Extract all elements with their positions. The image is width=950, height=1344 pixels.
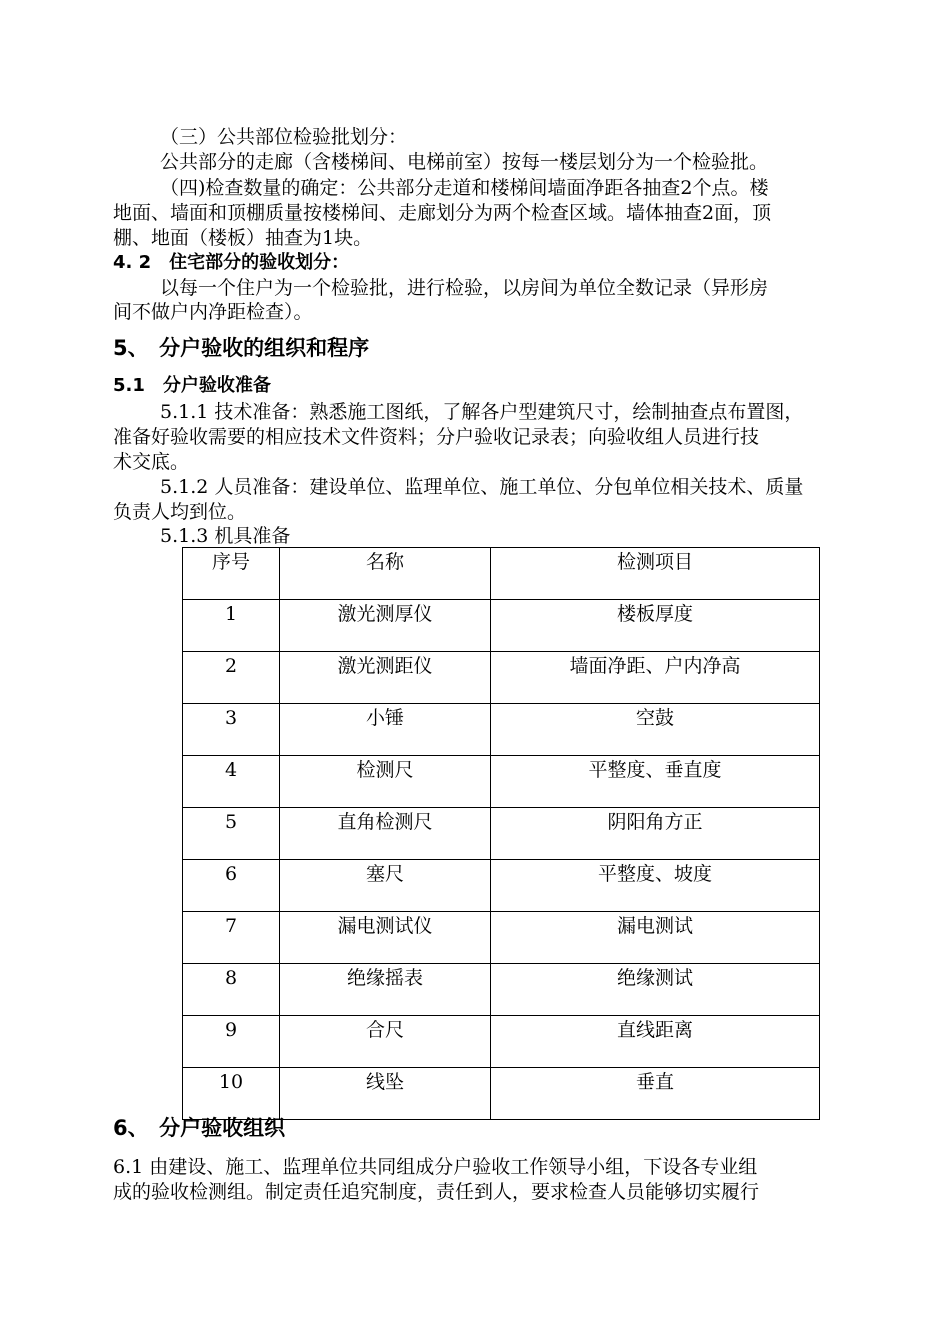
table-row <box>183 600 820 652</box>
table-cell: 2 <box>183 652 280 704</box>
table-cell: 激光测厚仪 <box>280 600 491 652</box>
paragraph: （四)检查数量的确定：公共部分走道和楼梯间墙面净距各抽查2个点。楼 <box>160 177 769 199</box>
table-cell: 检测尺 <box>280 756 491 808</box>
table-cell: 直线距离 <box>491 1016 820 1068</box>
table-row <box>183 1068 820 1120</box>
paragraph: 以每一个住户为一个检验批，进行检验，以房间为单位全数记录（异形房 <box>160 277 769 299</box>
table-cell: 绝缘测试 <box>491 964 820 1016</box>
table-cell: 小锤 <box>280 704 491 756</box>
paragraph: 5.1.1 技术准备：熟悉施工图纸，了解各户型建筑尺寸，绘制抽查点布置图， <box>160 401 804 423</box>
table-row <box>183 964 820 1016</box>
paragraph: 5.1.3 机具准备 <box>160 525 291 547</box>
table-cell: 绝缘摇表 <box>280 964 491 1016</box>
paragraph: 地面、墙面和顶棚质量按楼梯间、走廊划分为两个检查区域。墙体抽查2面，顶 <box>113 202 772 224</box>
table-cell: 直角检测尺 <box>280 808 491 860</box>
table-cell: 平整度、垂直度 <box>491 756 820 808</box>
table-cell: 激光测距仪 <box>280 652 491 704</box>
table-cell: 9 <box>183 1016 280 1068</box>
table-cell: 线坠 <box>280 1068 491 1120</box>
table-row <box>183 1016 820 1068</box>
table-cell: 3 <box>183 704 280 756</box>
paragraph: 负责人均到位。 <box>113 501 247 523</box>
table-cell: 阴阳角方正 <box>491 808 820 860</box>
table-row <box>183 860 820 912</box>
heading-4-2: 4. 2 住宅部分的验收划分： <box>113 252 350 273</box>
table-row <box>183 756 820 808</box>
table-cell: 平整度、坡度 <box>491 860 820 912</box>
paragraph: 6.1 由建设、施工、监理单位共同组成分户验收工作领导小组，下设各专业组 <box>113 1156 758 1178</box>
paragraph: 公共部分的走廊（含楼梯间、电梯前室）按每一楼层划分为一个检验批。 <box>160 151 769 173</box>
heading-5-1: 5.1 分户验收准备 <box>113 375 271 396</box>
heading-5: 5、 分户验收的组织和程序 <box>113 336 370 360</box>
table-cell: 墙面净距、户内净高 <box>491 652 820 704</box>
table-cell: 6 <box>183 860 280 912</box>
table-cell: 1 <box>183 600 280 652</box>
table-cell: 合尺 <box>280 1016 491 1068</box>
table-row <box>183 808 820 860</box>
table-cell: 塞尺 <box>280 860 491 912</box>
table-cell: 10 <box>183 1068 280 1120</box>
table-cell: 楼板厚度 <box>491 600 820 652</box>
table-header-row <box>183 548 820 600</box>
table-cell: 漏电测试仪 <box>280 912 491 964</box>
paragraph: 准备好验收需要的相应技术文件资料；分户验收记录表；向验收组人员进行技 <box>113 426 760 448</box>
table-cell: 空鼓 <box>491 704 820 756</box>
table-cell: 5 <box>183 808 280 860</box>
paragraph: 5.1.2 人员准备：建设单位、监理单位、施工单位、分包单位相关技术、质量 <box>160 476 804 498</box>
table-row <box>183 912 820 964</box>
paragraph: 间不做户内净距检查）。 <box>113 301 313 323</box>
table-cell: 8 <box>183 964 280 1016</box>
table-cell: 漏电测试 <box>491 912 820 964</box>
table-row <box>183 704 820 756</box>
table-row <box>183 652 820 704</box>
paragraph: 术交底。 <box>113 451 190 473</box>
equipment-table <box>182 547 820 1120</box>
paragraph: 棚、地面（楼板）抽查为1块。 <box>113 227 373 249</box>
table-header-cell: 检测项目 <box>491 548 820 600</box>
table-header-cell: 序号 <box>183 548 280 600</box>
paragraph: 成的验收检测组。制定责任追究制度，责任到人，要求检查人员能够切实履行 <box>113 1181 760 1203</box>
section-3-heading: （三）公共部位检验批划分： <box>160 126 408 148</box>
heading-6: 6、 分户验收组织 <box>113 1116 286 1140</box>
table-cell: 7 <box>183 912 280 964</box>
table-cell: 4 <box>183 756 280 808</box>
table-cell: 垂直 <box>491 1068 820 1120</box>
table-header-cell: 名称 <box>280 548 491 600</box>
